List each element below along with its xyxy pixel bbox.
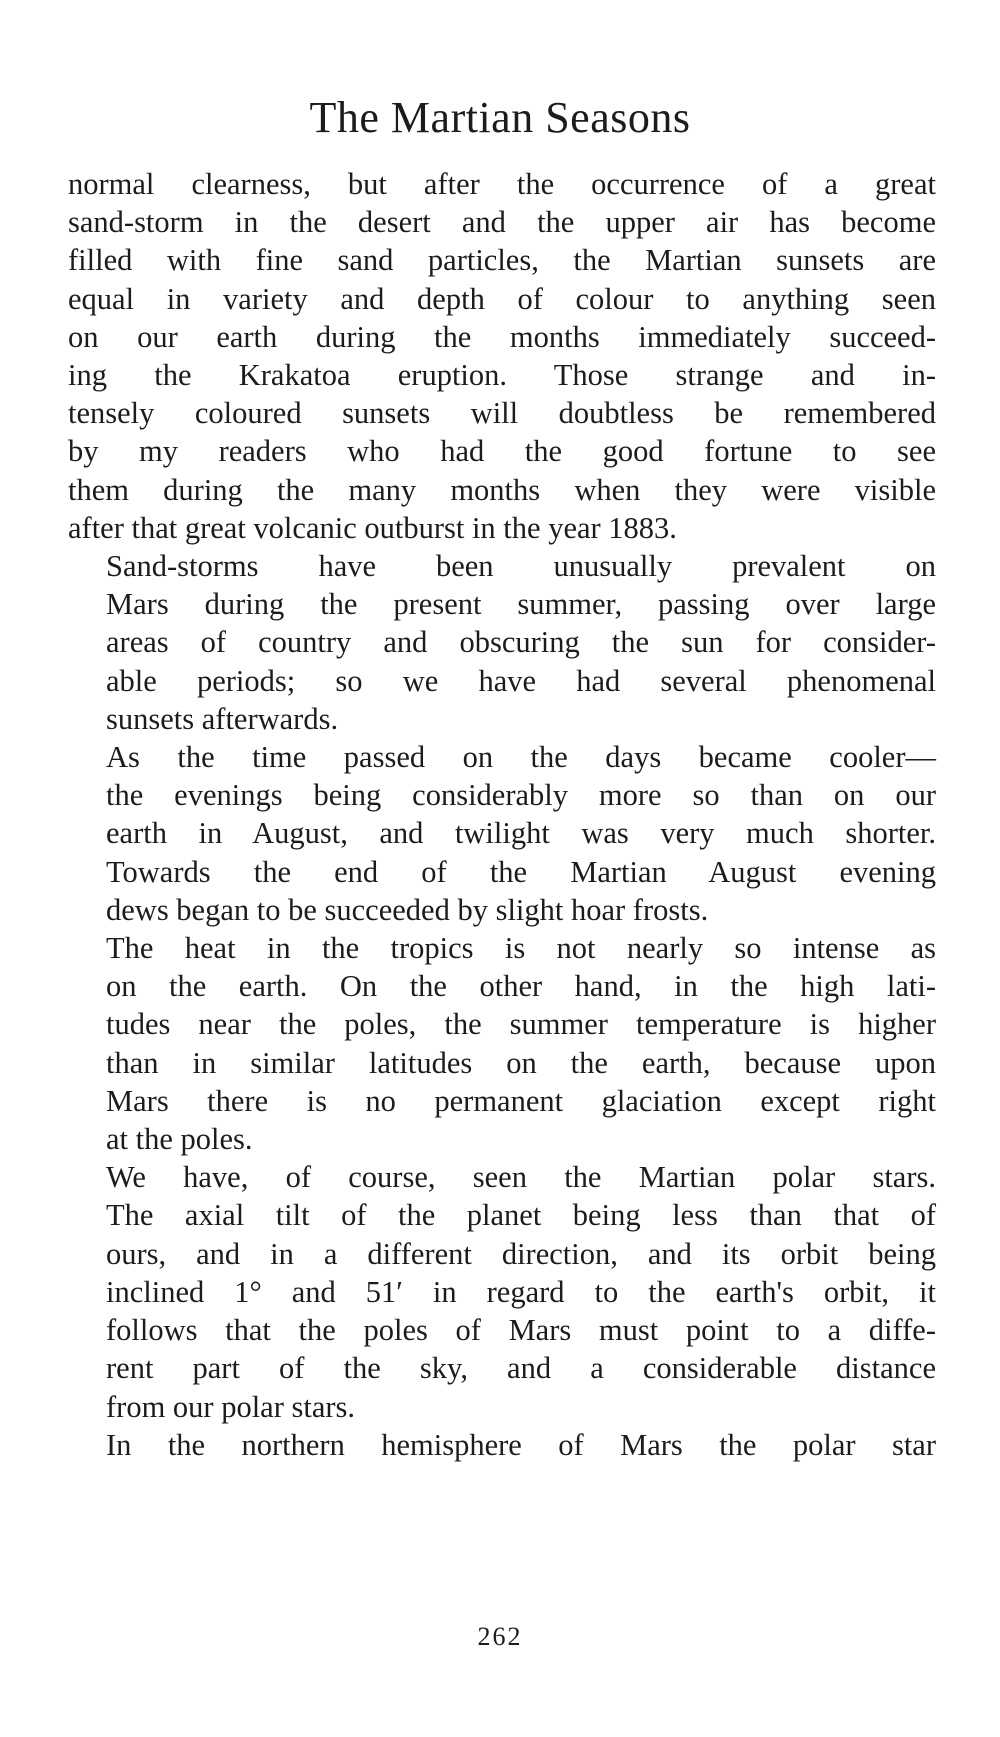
text-line: Towards the end of the Martian August evening bbox=[106, 854, 936, 889]
text-line: rent part of the sky, and a considerable distance bbox=[106, 1351, 936, 1386]
text-line: tensely coloured sunsets will doubtless be remembered bbox=[68, 396, 936, 431]
page-number: 262 bbox=[477, 1622, 523, 1651]
text-line: Mars during the present summer, passing over large bbox=[106, 587, 936, 622]
text-line: As the time passed on the days became cooler— bbox=[106, 740, 936, 775]
text-line: ours, and in a different direction, and its orbit being bbox=[106, 1236, 936, 1271]
text-line: ing the Krakatoa eruption. Those strange and in- bbox=[68, 358, 936, 393]
text-line: normal clearness, but after the occurrence of a great bbox=[68, 167, 936, 201]
text-line: from our polar stars. bbox=[106, 1389, 356, 1424]
text-line: We have, of course, seen the Martian polar stars. bbox=[106, 1160, 936, 1195]
text-line: The axial tilt of the planet being less than that of bbox=[106, 1198, 936, 1233]
paragraph-6 bbox=[68, 1426, 936, 1464]
paragraph-1 bbox=[68, 165, 936, 547]
text-line: at the poles. bbox=[106, 1122, 253, 1157]
text-line: on the earth. On the other hand, in the high lati- bbox=[106, 969, 936, 1004]
text-line: on our earth during the months immediately succeed- bbox=[68, 319, 936, 354]
paragraph-3 bbox=[68, 738, 936, 929]
paragraph-2 bbox=[68, 547, 936, 738]
text-line: In the northern hemisphere of Mars the polar star bbox=[106, 1427, 936, 1462]
text-line: inclined 1° and 51′ in regard to the earth's orbit, it bbox=[106, 1274, 936, 1309]
text-line: them during the many months when they were visible bbox=[68, 472, 936, 507]
paragraph-4 bbox=[68, 929, 936, 1158]
text-line: after that great volcanic outburst in the year 1883. bbox=[68, 510, 677, 545]
text-line: dews began to be succeeded by slight hoar frosts. bbox=[106, 892, 709, 927]
text-line: follows that the poles of Mars must point to a diffe- bbox=[106, 1313, 936, 1348]
text-line: able periods; so we have had several phenomenal bbox=[106, 663, 936, 698]
text-line: sand-storm in the desert and the upper air has become bbox=[68, 205, 936, 240]
text-line: filled with fine sand particles, the Martian sunsets are bbox=[68, 243, 936, 278]
text-line: the evenings being considerably more so than on our bbox=[106, 778, 936, 813]
text-line: Sand-storms have been unusually prevalent on bbox=[106, 549, 936, 584]
text-line: The heat in the tropics is not nearly so intense as bbox=[106, 931, 936, 966]
text-line: tudes near the poles, the summer temperature is higher bbox=[106, 1007, 936, 1042]
text-line: areas of country and obscuring the sun for consider- bbox=[106, 625, 936, 660]
paragraph-5 bbox=[68, 1158, 936, 1425]
body-text bbox=[68, 165, 936, 1464]
text-line: Mars there is no permanent glaciation except right bbox=[106, 1083, 936, 1118]
text-line: earth in August, and twilight was very much shorter. bbox=[106, 816, 936, 851]
text-line: equal in variety and depth of colour to anything seen bbox=[68, 281, 936, 316]
text-line: than in similar latitudes on the earth, because upon bbox=[106, 1045, 936, 1080]
text-line: by my readers who had the good fortune to see bbox=[68, 434, 936, 469]
text-line: sunsets afterwards. bbox=[106, 701, 339, 736]
running-head-title: The Martian Seasons bbox=[309, 93, 691, 142]
